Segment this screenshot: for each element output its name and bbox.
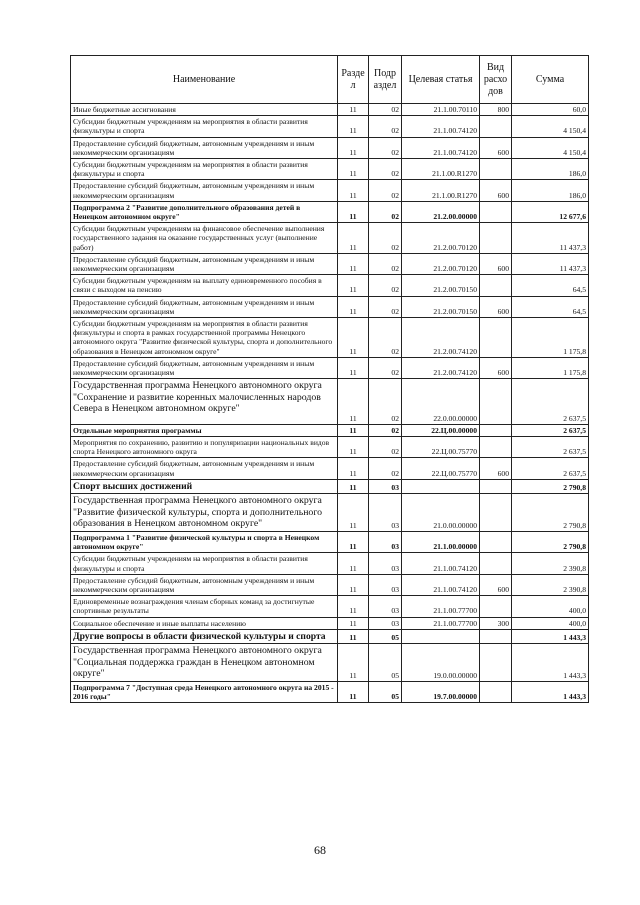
cell-podrazdel: 02 (369, 201, 402, 222)
cell-podrazdel: 02 (369, 296, 402, 317)
cell-tselevaya: 21.0.00.00000 (402, 494, 480, 532)
cell-summa: 11 437,3 (512, 223, 589, 254)
cell-tselevaya: 21.1.00.70110 (402, 104, 480, 116)
cell-tselevaya: 21.2.00.70120 (402, 223, 480, 254)
cell-razdel: 11 (338, 436, 369, 457)
cell-name: Субсидии бюджетным учреждениям на мероприятия в области развития физкультуры и спорта (71, 159, 338, 180)
cell-name: Предоставление субсидий бюджетным, автономным учреждениям и иным некоммерческим организациям (71, 357, 338, 378)
cell-podrazdel: 03 (369, 531, 402, 552)
cell-name: Субсидии бюджетным учреждениям на мероприятия в области развития физкультуры и спорта в рамках государственной программы Ненецкого автономного округа "Развитие физической культуры, спорта и дополнительного образования в Ненецком автономном округе" (71, 318, 338, 358)
cell-razdel: 11 (338, 629, 369, 644)
table-body (71, 104, 589, 703)
table-row (71, 180, 589, 201)
cell-vid (480, 436, 512, 457)
cell-vid: 600 (480, 253, 512, 274)
cell-name: Подпрограмма 1 "Развитие физической культуры и спорта в Ненецком автономном округе" (71, 531, 338, 552)
cell-podrazdel: 05 (369, 629, 402, 644)
cell-vid: 300 (480, 617, 512, 629)
cell-tselevaya: 19.7.00.00000 (402, 681, 480, 702)
cell-vid (480, 223, 512, 254)
cell-vid: 600 (480, 458, 512, 479)
cell-podrazdel: 02 (369, 223, 402, 254)
table-row (71, 424, 589, 436)
cell-podrazdel: 02 (369, 159, 402, 180)
cell-name: Предоставление субсидий бюджетным, автономным учреждениям и иным некоммерческим организациям (71, 137, 338, 158)
cell-podrazdel: 03 (369, 617, 402, 629)
cell-summa: 4 150,4 (512, 116, 589, 137)
cell-summa: 1 443,3 (512, 644, 589, 682)
cell-tselevaya (402, 629, 480, 644)
cell-summa: 1 175,8 (512, 318, 589, 358)
cell-tselevaya: 21.2.00.70150 (402, 275, 480, 296)
table-row (71, 553, 589, 574)
cell-name: Подпрограмма 2 "Развитие дополнительного образования детей в Ненецком автономном округе" (71, 201, 338, 222)
cell-vid (480, 596, 512, 617)
cell-razdel: 11 (338, 275, 369, 296)
cell-summa: 2 390,8 (512, 574, 589, 595)
cell-tselevaya: 21.1.00.74120 (402, 553, 480, 574)
cell-vid (480, 275, 512, 296)
cell-razdel: 11 (338, 180, 369, 201)
cell-tselevaya: 21.1.00.77700 (402, 596, 480, 617)
cell-name: Субсидии бюджетным учреждениям на финансовое обеспечение выполнения государственного задания на оказание государственных услуг (выполнение работ) (71, 223, 338, 254)
cell-tselevaya: 21.1.00.77700 (402, 617, 480, 629)
cell-tselevaya: 21.1.00.74120 (402, 137, 480, 158)
cell-summa: 2 790,8 (512, 479, 589, 494)
cell-name: Предоставление субсидий бюджетным, автономным учреждениям и иным некоммерческим организациям (71, 574, 338, 595)
cell-vid (480, 424, 512, 436)
cell-tselevaya: 22.Ц.00.00000 (402, 424, 480, 436)
cell-razdel: 11 (338, 553, 369, 574)
cell-summa: 64,5 (512, 296, 589, 317)
cell-razdel: 11 (338, 223, 369, 254)
cell-vid (480, 494, 512, 532)
cell-name: Спорт высших достижений (71, 479, 338, 494)
cell-razdel: 11 (338, 253, 369, 274)
cell-summa: 1 175,8 (512, 357, 589, 378)
table-row (71, 681, 589, 702)
table-row (71, 479, 589, 494)
cell-vid: 800 (480, 104, 512, 116)
cell-razdel: 11 (338, 531, 369, 552)
cell-tselevaya: 21.2.00.70150 (402, 296, 480, 317)
table-row (71, 617, 589, 629)
cell-name: Государственная программа Ненецкого автономного округа "Сохранение и развитие коренных малочисленных народов Севера в Ненецком автономном округе" (71, 379, 338, 425)
cell-vid (480, 116, 512, 137)
table-row (71, 201, 589, 222)
cell-razdel: 11 (338, 296, 369, 317)
header-vid: Вид расхо дов (480, 56, 512, 104)
cell-summa: 2 637,5 (512, 436, 589, 457)
table-header-row (71, 56, 589, 104)
table-row (71, 629, 589, 644)
cell-podrazdel: 02 (369, 275, 402, 296)
cell-summa: 400,0 (512, 596, 589, 617)
cell-vid (480, 201, 512, 222)
table-row (71, 357, 589, 378)
table-row (71, 531, 589, 552)
cell-razdel: 11 (338, 379, 369, 425)
cell-name: Иные бюджетные ассигнования (71, 104, 338, 116)
cell-vid (480, 318, 512, 358)
cell-summa: 1 443,3 (512, 629, 589, 644)
cell-podrazdel: 02 (369, 436, 402, 457)
cell-name: Предоставление субсидий бюджетным, автономным учреждениям и иным некоммерческим организациям (71, 253, 338, 274)
table-row (71, 379, 589, 425)
cell-tselevaya: 21.1.00.R1270 (402, 180, 480, 201)
cell-name: Предоставление субсидий бюджетным, автономным учреждениям и иным некоммерческим организациям (71, 296, 338, 317)
cell-tselevaya: 21.2.00.74120 (402, 318, 480, 358)
cell-summa: 2 790,8 (512, 531, 589, 552)
cell-podrazdel: 03 (369, 553, 402, 574)
cell-podrazdel: 02 (369, 318, 402, 358)
cell-vid (480, 644, 512, 682)
cell-podrazdel: 03 (369, 574, 402, 595)
table-row (71, 458, 589, 479)
table-row (71, 596, 589, 617)
cell-summa: 12 677,6 (512, 201, 589, 222)
cell-tselevaya: 19.0.00.00000 (402, 644, 480, 682)
header-podrazdel: Подр аздел (369, 56, 402, 104)
cell-razdel: 11 (338, 104, 369, 116)
cell-razdel: 11 (338, 318, 369, 358)
budget-table (70, 55, 589, 703)
cell-vid: 600 (480, 574, 512, 595)
cell-name: Другие вопросы в области физической культуры и спорта (71, 629, 338, 644)
cell-razdel: 11 (338, 617, 369, 629)
cell-razdel: 11 (338, 596, 369, 617)
page-number: 68 (314, 843, 326, 857)
cell-vid: 600 (480, 296, 512, 317)
cell-vid (480, 159, 512, 180)
table-row (71, 116, 589, 137)
cell-tselevaya: 22.0.00.00000 (402, 379, 480, 425)
cell-summa: 186,0 (512, 180, 589, 201)
cell-vid (480, 681, 512, 702)
cell-tselevaya: 21.2.00.70120 (402, 253, 480, 274)
table-row (71, 318, 589, 358)
cell-podrazdel: 02 (369, 137, 402, 158)
cell-summa: 64,5 (512, 275, 589, 296)
cell-summa: 186,0 (512, 159, 589, 180)
header-tselevaya: Целевая статья (402, 56, 480, 104)
cell-summa: 2 637,5 (512, 458, 589, 479)
cell-name: Субсидии бюджетным учреждениям на мероприятия в области развития физкультуры и спорта (71, 553, 338, 574)
cell-tselevaya (402, 479, 480, 494)
cell-razdel: 11 (338, 137, 369, 158)
cell-podrazdel: 02 (369, 253, 402, 274)
cell-podrazdel: 05 (369, 681, 402, 702)
cell-summa: 2 637,5 (512, 379, 589, 425)
cell-tselevaya: 22.Ц.00.75770 (402, 436, 480, 457)
cell-summa: 1 443,3 (512, 681, 589, 702)
table-row (71, 104, 589, 116)
table-row (71, 159, 589, 180)
budget-document (70, 55, 588, 703)
cell-razdel: 11 (338, 458, 369, 479)
cell-name: Отдельные мероприятия программы (71, 424, 338, 436)
cell-razdel: 11 (338, 479, 369, 494)
cell-podrazdel: 02 (369, 116, 402, 137)
cell-razdel: 11 (338, 574, 369, 595)
cell-podrazdel: 02 (369, 424, 402, 436)
cell-summa: 2 637,5 (512, 424, 589, 436)
table-row (71, 436, 589, 457)
cell-summa: 400,0 (512, 617, 589, 629)
cell-name: Субсидии бюджетным учреждениям на мероприятия в области развития физкультуры и спорта (71, 116, 338, 137)
cell-podrazdel: 02 (369, 357, 402, 378)
cell-name: Субсидии бюджетным учреждениям на выплату единовременного пособия в связи с выходом на пенсию (71, 275, 338, 296)
cell-podrazdel: 02 (369, 379, 402, 425)
table-row (71, 494, 589, 532)
cell-summa: 2 390,8 (512, 553, 589, 574)
cell-vid (480, 629, 512, 644)
cell-razdel: 11 (338, 494, 369, 532)
cell-vid (480, 379, 512, 425)
cell-razdel: 11 (338, 424, 369, 436)
cell-razdel: 11 (338, 644, 369, 682)
cell-vid (480, 479, 512, 494)
cell-podrazdel: 03 (369, 479, 402, 494)
cell-tselevaya: 21.2.00.00000 (402, 201, 480, 222)
cell-podrazdel: 02 (369, 104, 402, 116)
cell-tselevaya: 21.1.00.74120 (402, 574, 480, 595)
cell-summa: 60,0 (512, 104, 589, 116)
cell-tselevaya: 21.2.00.74120 (402, 357, 480, 378)
cell-podrazdel: 02 (369, 180, 402, 201)
cell-tselevaya: 21.1.00.00000 (402, 531, 480, 552)
table-row (71, 275, 589, 296)
cell-summa: 2 790,8 (512, 494, 589, 532)
cell-name: Государственная программа Ненецкого автономного округа "Развитие физической культуры, спорта и дополнительного образования в Ненецком автономном округе" (71, 494, 338, 532)
cell-podrazdel: 02 (369, 458, 402, 479)
cell-name: Предоставление субсидий бюджетным, автономным учреждениям и иным некоммерческим организациям (71, 180, 338, 201)
cell-name: Мероприятия по сохранению, развитию и популяризации национальных видов спорта Ненецкого автономного округа (71, 436, 338, 457)
cell-razdel: 11 (338, 116, 369, 137)
cell-razdel: 11 (338, 357, 369, 378)
cell-razdel: 11 (338, 159, 369, 180)
header-name: Наименование (71, 56, 338, 104)
table-row (71, 574, 589, 595)
cell-podrazdel: 03 (369, 494, 402, 532)
cell-name: Единовременные вознаграждения членам сборных команд за достигнутые спортивные результаты (71, 596, 338, 617)
cell-podrazdel: 03 (369, 596, 402, 617)
cell-summa: 4 150,4 (512, 137, 589, 158)
cell-razdel: 11 (338, 681, 369, 702)
cell-name: Предоставление субсидий бюджетным, автономным учреждениям и иным некоммерческим организациям (71, 458, 338, 479)
cell-name: Государственная программа Ненецкого автономного округа "Социальная поддержка граждан в Ненецком автономном округе" (71, 644, 338, 682)
cell-vid: 600 (480, 180, 512, 201)
header-razdel: Разде л (338, 56, 369, 104)
cell-summa: 11 437,3 (512, 253, 589, 274)
cell-podrazdel: 05 (369, 644, 402, 682)
header-summa: Сумма (512, 56, 589, 104)
cell-vid (480, 553, 512, 574)
cell-razdel: 11 (338, 201, 369, 222)
cell-vid: 600 (480, 357, 512, 378)
cell-tselevaya: 22.Ц.00.75770 (402, 458, 480, 479)
table-row (71, 223, 589, 254)
cell-vid: 600 (480, 137, 512, 158)
table-row (71, 644, 589, 682)
table-row (71, 253, 589, 274)
cell-tselevaya: 21.1.00.R1270 (402, 159, 480, 180)
cell-tselevaya: 21.1.00.74120 (402, 116, 480, 137)
table-row (71, 137, 589, 158)
cell-name: Подпрограмма 7 "Доступная среда Ненецкого автономного округа на 2015 - 2016 годы" (71, 681, 338, 702)
table-row (71, 296, 589, 317)
cell-name: Социальное обеспечение и иные выплаты населению (71, 617, 338, 629)
cell-vid (480, 531, 512, 552)
